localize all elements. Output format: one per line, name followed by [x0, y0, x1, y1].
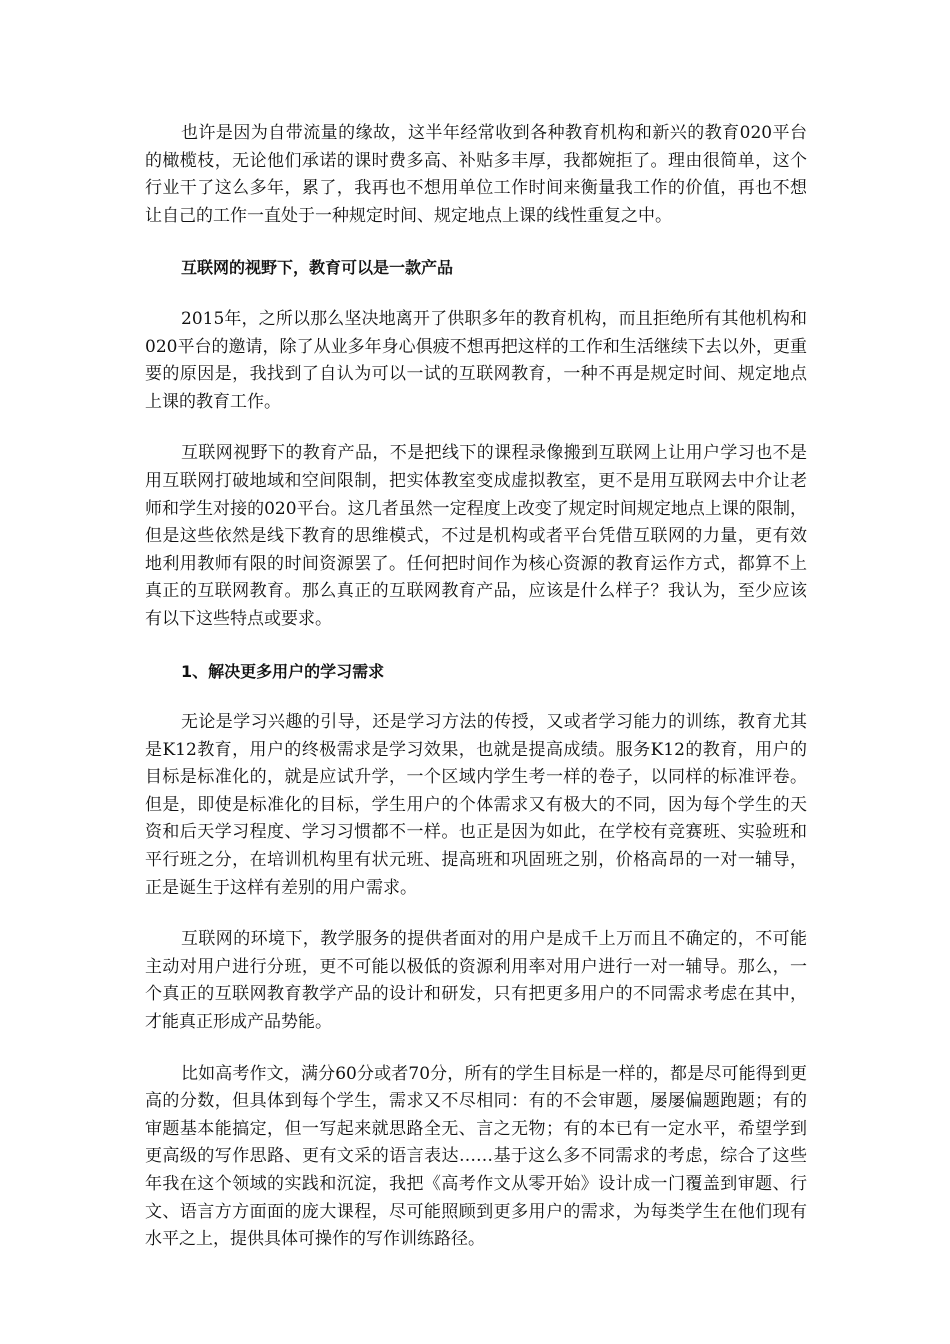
paragraph-gaokao-essay: 比如高考作文，满分60分或者70分，所有的学生目标是一样的，都是尽可能得到更高的分数，但具体到每个学生，需求又不尽相同：有的不会审题，屡屡偏题跑题；有的审题基本能搞定，但一写起来就思路全无、言之无物；有的本已有一定水平，希望学到更高级的写作思路、更有文采的语言表达……基于这么多不同需求的考虑，综合了这些年我在这个领域的实践和沉淀，我把《高考作文从零开始》设计成一门覆盖到审题、行文、语言方方面面的庞大课程，尽可能照顾到更多用户的需求，为每类学生在他们现有水平之上，提供具体可操作的写作训练路径。	[145, 1063, 807, 1250]
paragraph-2015: 2015年，之所以那么坚决地离开了供职多年的教育机构，而且拒绝所有其他机构和020平台的邀请，除了从业多年身心俱疲不想再把这样的工作和生活继续下去以外，更重要的原因是，我找到了自认为可以一试的互联网教育，一种不再是规定时间、规定地点上课的教育工作。	[145, 308, 807, 412]
paragraph-intro: 也许是因为自带流量的缘故，这半年经常收到各种教育机构和新兴的教育020平台的橄榄枝，无论他们承诺的课时费多高、补贴多丰厚，我都婉拒了。理由很简单，这个行业干了这么多年，累了，我再也不想用单位工作时间来衡量我工作的价值，再也不想让自己的工作一直处于一种规定时间、规定地点上课的线性重复之中。	[145, 123, 807, 226]
section-heading-user-needs: 1、解决更多用户的学习需求	[181, 661, 385, 681]
paragraph-internet-environment: 互联网的环境下，教学服务的提供者面对的用户是成千上万而且不确定的，不可能主动对用户进行分班，更不可能以极低的资源利用率对用户进行一对一辅导。那么，一个真正的互联网教育教学产品的设计和研发，只有把更多用户的不同需求考虑在其中，才能真正形成产品势能。	[145, 929, 807, 1033]
paragraph-education-product: 互联网视野下的教育产品，不是把线下的课程录像搬到互联网上让用户学习也不是用互联网打破地域和空间限制，把实体教室变成虚拟教室，更不是用互联网去中介让老师和学生对接的020平台。这几者虽然一定程度上改变了规定时间规定地点上课的限制，但是这些依然是线下教育的思维模式，不过是机构或者平台凭借互联网的力量，更有效地利用教师有限的时间资源罢了。任何把时间作为核心资源的教育运作方式，都算不上真正的互联网教育。那么真正的互联网教育产品，应该是什么样子？我认为，至少应该有以下这些特点或要求。	[145, 443, 807, 629]
document-body	[145, 120, 807, 1278]
section-heading-internet-education: 互联网的视野下，教育可以是一款产品	[181, 258, 454, 278]
paragraph-k12: 无论是学习兴趣的引导，还是学习方法的传授，又或者学习能力的训练，教育尤其是K12教育，用户的终极需求是学习效果，也就是提高成绩。服务K12的教育，用户的目标是标准化的，就是应试升学，一个区域内学生考一样的卷子，以同样的标准评卷。但是，即使是标准化的目标，学生用户的个体需求又有极大的不同，因为每个学生的天资和后天学习程度、学习习惯都不一样。也正是因为如此，在学校有竞赛班、实验班和平行班之分，在培训机构里有状元班、提高班和巩固班之别，价格高昂的一对一辅导，正是诞生于这样有差别的用户需求。	[145, 712, 807, 898]
